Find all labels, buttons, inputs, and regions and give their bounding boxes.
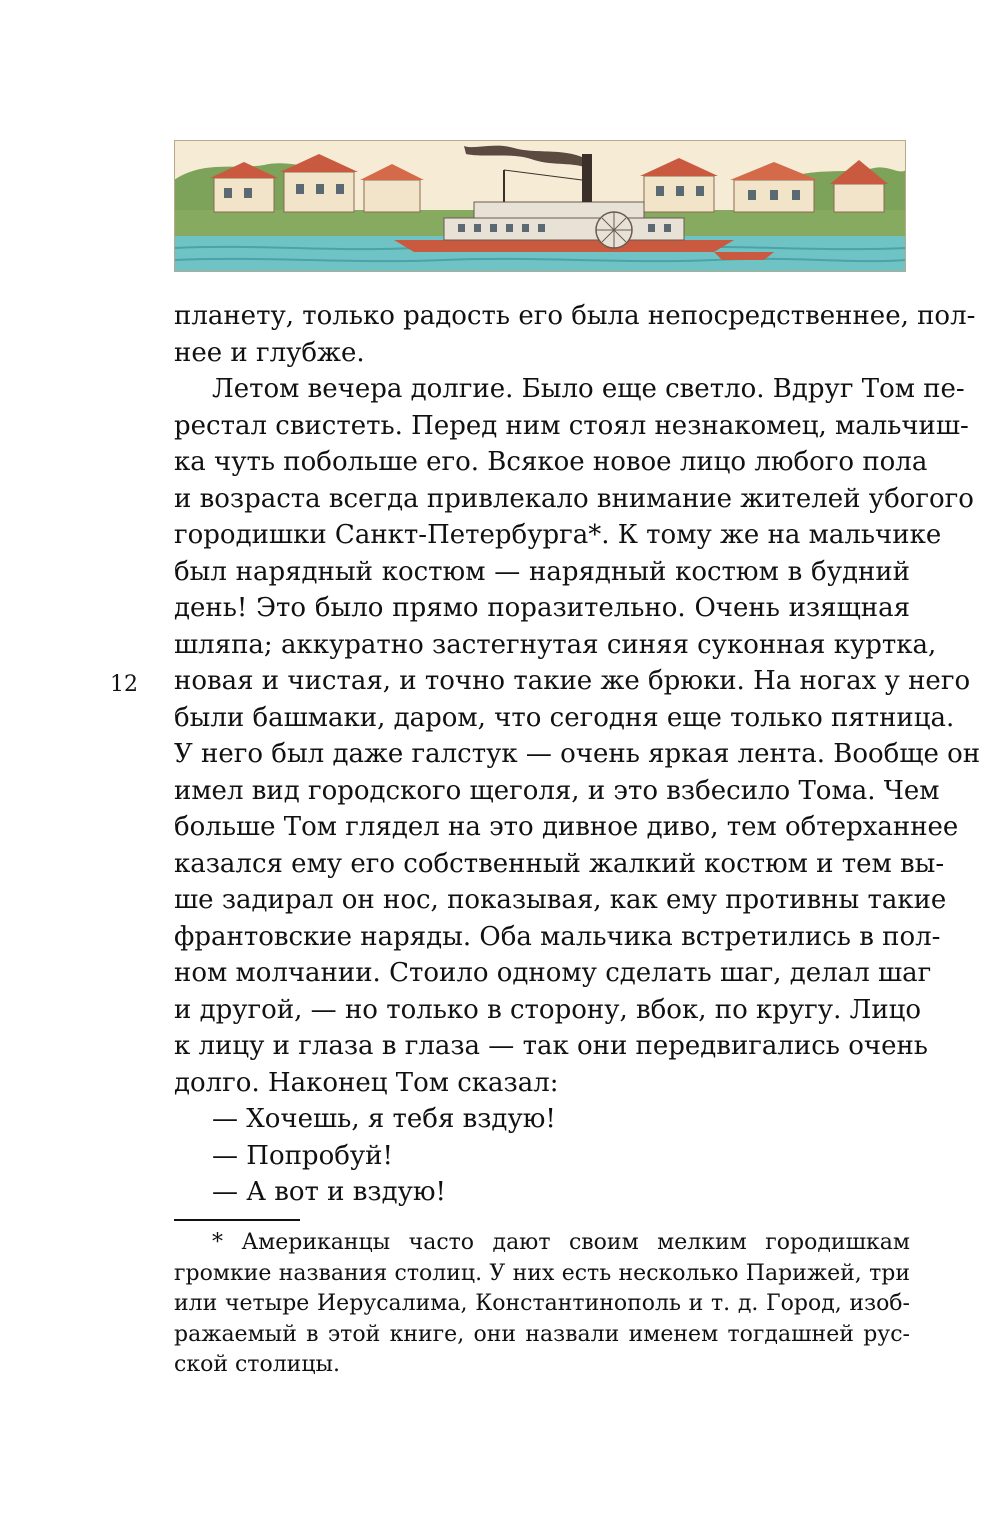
footnote [174, 1228, 910, 1381]
text-line: казался ему его собственный жалкий костюм и тем вы- [174, 848, 945, 879]
page-number: 12 [110, 672, 138, 697]
footnote-line: ской столицы. [174, 1352, 340, 1377]
dialogue-line: — Попробуй! [212, 1140, 393, 1171]
footnote-divider [174, 1219, 300, 1221]
text-line: ше задирал он нос, показывая, как ему противны такие [174, 885, 947, 915]
text-line: больше Том глядел на это дивное диво, тем обтерханнее [174, 812, 959, 842]
text-line: долго. Наконец Том сказал: [174, 1067, 559, 1098]
text-line: планету, только радость его была непосредственнее, пол- [174, 301, 976, 331]
text-line: были башмаки, даром, что сегодня еще только пятница. [174, 702, 955, 733]
text-line: день! Это было прямо поразительно. Очень изящная [174, 593, 910, 623]
text-line: имел вид городского щеголя, и это взбесило Тома. Чем [174, 775, 940, 806]
text-line: был нарядный костюм — нарядный костюм в будний [174, 556, 910, 587]
footnote-line: или четыре Иерусалима, Константинополь и т. д. Город, изоб- [174, 1291, 910, 1316]
body-text [174, 298, 981, 1211]
text-line: ка чуть побольше его. Всякое новое лицо любого пола [174, 447, 928, 477]
footnote-line: ражаемый в этой книге, они назвали именем тогдашней рус- [174, 1321, 910, 1347]
text-line: У него был даже галстук — очень яркая лента. Вообще он [174, 739, 981, 769]
riverboat-illustration [174, 140, 906, 272]
text-line: франтовские наряды. Оба мальчика встретились в пол- [174, 921, 941, 952]
text-line: ном молчании. Стоило одному сделать шаг, делал шаг [174, 958, 932, 988]
text-line: к лицу и глаза в глаза — так они передвигались очень [174, 1031, 928, 1061]
text-line: рестал свистеть. Перед ним стоял незнакомец, мальчиш- [174, 410, 969, 441]
text-line: городишки Санкт-Петербурга*. К тому же на мальчике [174, 520, 942, 550]
dialogue-line: — Хочешь, я тебя вздую! [212, 1104, 556, 1134]
footnote-line: * Американцы часто дают своим мелким городишкам [212, 1230, 910, 1255]
text-line: и возраста всегда привлекало внимание жителей убогого [174, 483, 974, 514]
text-line: и другой, — но только в сторону, вбок, по кругу. Лицо [174, 994, 922, 1025]
text-line: нее и глубже. [174, 337, 365, 368]
small-boat [714, 252, 774, 260]
text-line: новая и чистая, и точно такие же брюки. На ногах у него [174, 666, 971, 696]
text-line: Летом вечера долгие. Было еще светло. Вдруг Том пе- [212, 374, 965, 404]
dialogue-line: — А вот и вздую! [212, 1177, 446, 1207]
text-line: шляпа; аккуратно застегнутая синяя суконная куртка, [174, 629, 937, 660]
footnote-line: громкие названия столиц. У них есть несколько Парижей, три [174, 1260, 910, 1286]
